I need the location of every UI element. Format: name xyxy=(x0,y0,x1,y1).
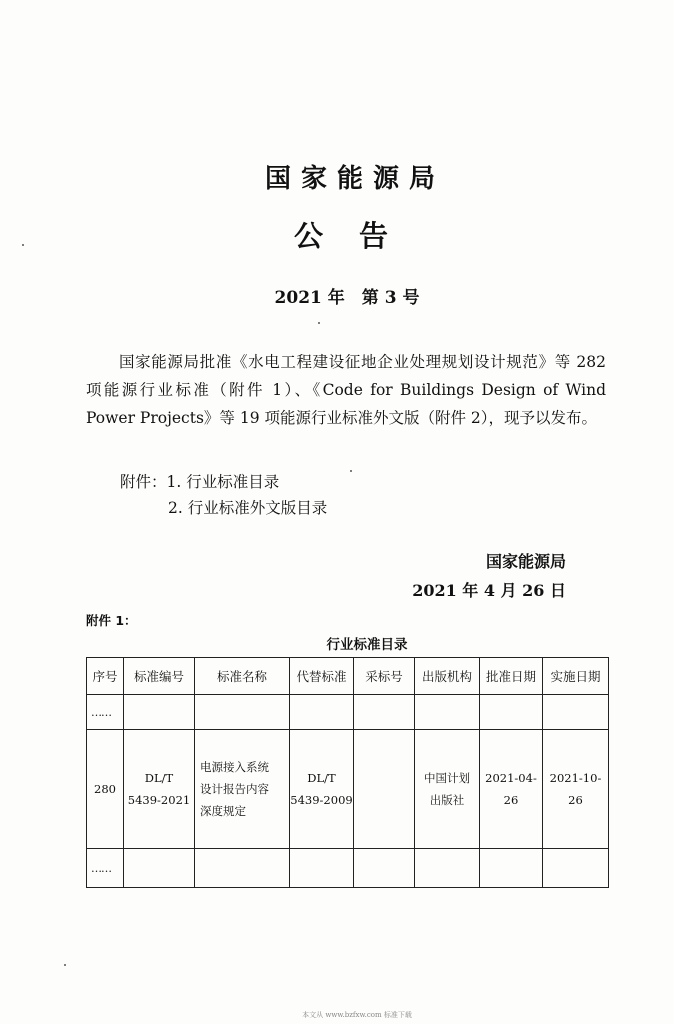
col-header-effective-date: 实施日期 xyxy=(543,658,609,695)
ellipsis-cell: …… xyxy=(87,695,124,730)
scan-speck xyxy=(64,964,66,966)
table-row xyxy=(87,695,609,730)
ellipsis-cell: …… xyxy=(87,849,124,888)
signature-org: 国家能源局 xyxy=(485,552,566,571)
signature-date: 2021 年 4 月 26 日 xyxy=(412,581,566,600)
empty-cell xyxy=(415,695,480,730)
empty-cell xyxy=(354,849,415,888)
footer-note: 本文从 www.bzfxw.com 标准下载 xyxy=(302,1011,412,1019)
empty-cell xyxy=(480,695,543,730)
row-publisher-line2: 出版社 xyxy=(429,793,465,807)
col-header-code: 标准编号 xyxy=(124,658,195,695)
empty-cell xyxy=(480,849,543,888)
empty-cell xyxy=(290,849,354,888)
announcement-paragraph: 国家能源局批准《水电工程建设征地企业处理规划设计规范》等 282 项能源行业标准（附件 1）、《Code for Buildings Design of Wind Power Projects》等 19 项能源行业标准外文版（附件 2），现予以发布。 xyxy=(86,353,606,427)
table-header-row xyxy=(87,658,609,695)
empty-cell xyxy=(124,695,195,730)
row-code-line1: DL/T xyxy=(144,771,174,785)
scan-speck xyxy=(350,470,352,472)
empty-cell xyxy=(195,695,290,730)
row-approval-date: 2021-04-26 xyxy=(480,730,543,849)
scan-speck xyxy=(318,322,320,324)
row-publisher-line1: 中国计划 xyxy=(424,771,470,785)
row-adopted xyxy=(354,730,415,849)
table-row xyxy=(87,849,609,888)
empty-cell xyxy=(354,695,415,730)
issue-number: 2021 年 第 3 号 xyxy=(274,288,420,308)
standards-table xyxy=(86,657,609,888)
table-row xyxy=(87,730,609,849)
row-name-line1: 电源接入系统 xyxy=(200,760,269,774)
row-publisher xyxy=(415,730,480,849)
row-name-line3: 深度规定 xyxy=(200,804,246,818)
col-header-adopted: 采标号 xyxy=(354,658,415,695)
empty-cell xyxy=(415,849,480,888)
col-header-approval-date: 批准日期 xyxy=(480,658,543,695)
row-replaces-line1: DL/T xyxy=(307,771,336,785)
issuing-org-heading: 国家能源局 xyxy=(264,164,445,194)
row-effective-date: 2021-10-26 xyxy=(543,730,609,849)
col-header-publisher: 出版机构 xyxy=(415,658,480,695)
col-header-replaces: 代替标准 xyxy=(290,658,354,695)
row-index: 280 xyxy=(87,730,124,849)
empty-cell xyxy=(543,849,609,888)
attachment-item-1: 附件：1. 行业标准目录 xyxy=(120,473,280,491)
empty-cell xyxy=(290,695,354,730)
row-name xyxy=(195,730,290,849)
col-header-index: 序号 xyxy=(87,658,124,695)
empty-cell xyxy=(124,849,195,888)
empty-cell xyxy=(543,695,609,730)
row-replaces-line2: 5439-2009 xyxy=(290,793,353,807)
col-header-name: 标准名称 xyxy=(195,658,290,695)
row-name-line2: 设计报告内容 xyxy=(200,782,269,796)
scan-speck xyxy=(22,244,24,246)
attachment-item-2: 2. 行业标准外文版目录 xyxy=(168,499,328,517)
notice-title: 公告 xyxy=(293,219,424,253)
row-code-line2: 5439-2021 xyxy=(127,793,191,807)
attachment-label: 附件 1： xyxy=(86,613,137,628)
row-replaces xyxy=(290,730,354,849)
row-code xyxy=(124,730,195,849)
table-title: 行业标准目录 xyxy=(326,637,408,653)
empty-cell xyxy=(195,849,290,888)
